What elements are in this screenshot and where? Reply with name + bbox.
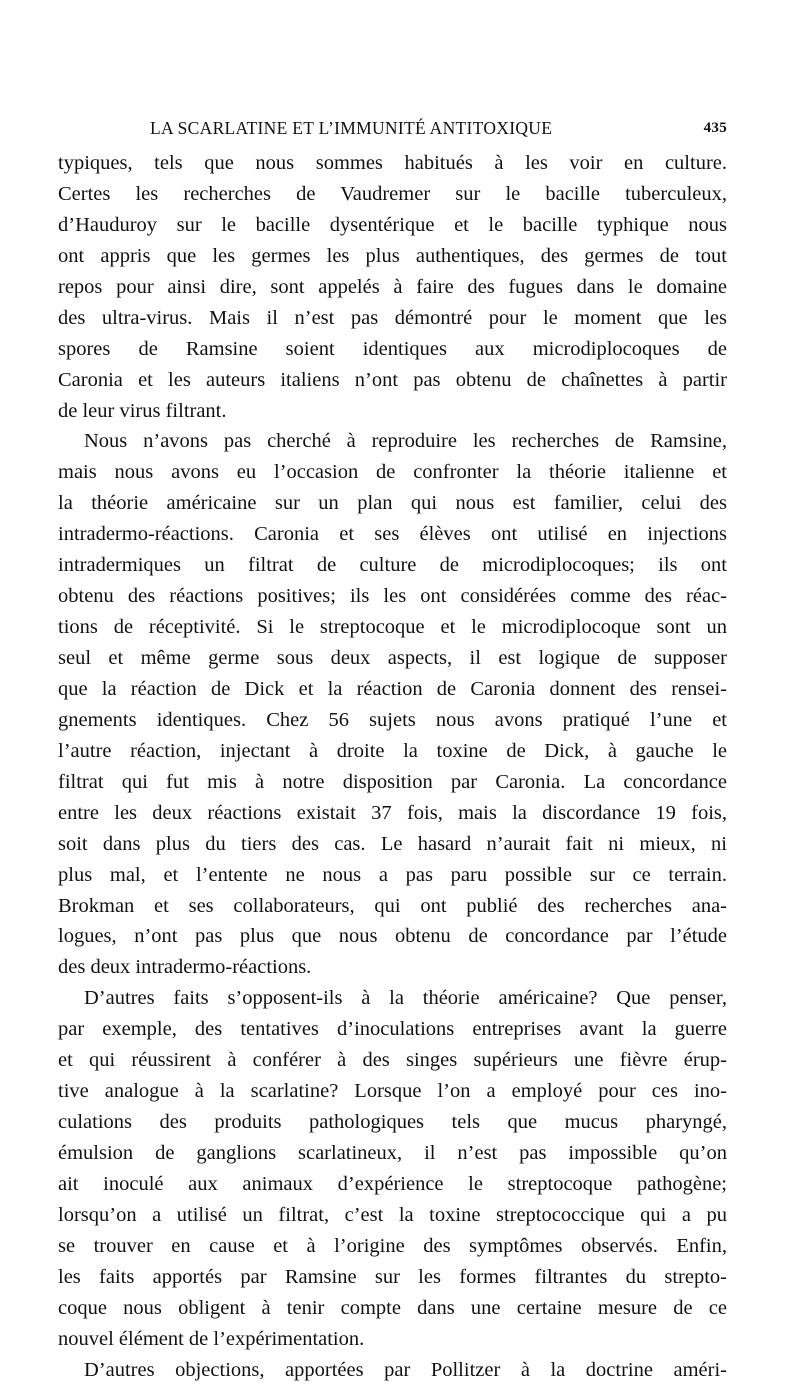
text-line: culations des produits pathologiques tels que mucus pharyngé,	[58, 1111, 727, 1134]
text-line: les faits apportés par Ramsine sur les formes filtrantes du strepto-	[58, 1265, 727, 1288]
text-line: D’autres faits s’opposent-ils à la théorie américaine? Que penser,	[84, 987, 727, 1010]
text-line: entre les deux réactions existait 37 fois, mais la discordance 19 fois,	[58, 801, 727, 824]
body-text	[58, 148, 727, 1386]
text-line: que la réaction de Dick et la réaction de Caronia donnent des rensei-	[58, 677, 727, 700]
text-line: Nous n’avons pas cherché à reproduire les recherches de Ramsine,	[84, 430, 727, 453]
text-line: intradermiques un filtrat de culture de microdiplocoques; ils ont	[58, 554, 727, 577]
text-line: et qui réussirent à conférer à des singes supérieurs une fièvre érup-	[58, 1049, 727, 1072]
text-line: des ultra-virus. Mais il n’est pas démontré pour le moment que les	[58, 306, 727, 329]
text-line: ont appris que les germes les plus authentiques, des germes de tout	[58, 244, 727, 267]
text-line: Caronia et les auteurs italiens n’ont pas obtenu de chaînettes à partir	[58, 368, 727, 391]
text-line: l’autre réaction, injectant à droite la toxine de Dick, à gauche le	[58, 739, 727, 762]
text-line: des deux intradermo-réactions.	[58, 956, 312, 979]
text-line: seul et même germe sous deux aspects, il est logique de supposer	[58, 647, 727, 669]
text-line: émulsion de ganglions scarlatineux, il n’est pas impossible qu’on	[58, 1142, 727, 1164]
text-line: lorsqu’on a utilisé un filtrat, c’est la toxine streptococcique qui a pu	[58, 1203, 727, 1226]
text-line: la théorie américaine sur un plan qui nous est familier, celui des	[58, 492, 727, 515]
text-line: repos pour ainsi dire, sont appelés à faire des fugues dans le domaine	[58, 275, 727, 298]
running-header	[58, 112, 727, 148]
text-line: D’autres objections, apportées par Pollitzer à la doctrine améri-	[84, 1358, 727, 1381]
text-line: se trouver en cause et à l’origine des symptômes observés. Enfin,	[58, 1234, 727, 1257]
text-line: soit dans plus du tiers des cas. Le hasard n’aurait fait ni mieux, ni	[58, 832, 727, 855]
text-line: logues, n’ont pas plus que nous obtenu de concordance par l’étude	[58, 925, 727, 948]
text-line: par exemple, des tentatives d’inoculations entreprises avant la guerre	[58, 1018, 727, 1041]
text-line: mais nous avons eu l’occasion de confronter la théorie italienne et	[58, 461, 727, 484]
book-page	[58, 112, 727, 1386]
text-line: intradermo-réactions. Caronia et ses élèves ont utilisé en injections	[58, 523, 727, 546]
text-line: Certes les recherches de Vaudremer sur le bacille tuberculeux,	[58, 182, 727, 205]
text-line: obtenu des réactions positives; ils les ont considérées comme des réac-	[58, 585, 727, 608]
text-line: tions de réceptivité. Si le streptocoque et le microdiplocoque sont un	[58, 616, 727, 639]
text-line: de leur virus filtrant.	[58, 399, 227, 422]
text-line: tive analogue à la scarlatine? Lorsque l’on a employé pour ces ino-	[58, 1080, 727, 1103]
text-line: gnements identiques. Chez 56 sujets nous avons pratiqué l’une et	[58, 708, 727, 731]
text-line: Brokman et ses collaborateurs, qui ont publié des recherches ana-	[58, 894, 727, 917]
text-line: filtrat qui fut mis à notre disposition par Caronia. La concordance	[58, 770, 727, 793]
text-line: typiques, tels que nous sommes habitués à les voir en culture.	[58, 152, 727, 174]
text-line: coque nous obligent à tenir compte dans une certaine mesure de ce	[58, 1296, 727, 1319]
text-line: d’Hauduroy sur le bacille dysentérique et le bacille typhique nous	[58, 213, 727, 236]
page-number: 435	[703, 120, 727, 136]
text-line: plus mal, et l’entente ne nous a pas paru possible sur ce terrain.	[58, 863, 727, 886]
text-line: spores de Ramsine soient identiques aux microdiplocoques de	[58, 337, 727, 360]
text-line: nouvel élément de l’expérimentation.	[58, 1327, 365, 1350]
running-title: LA SCARLATINE ET L’IMMUNITÉ ANTITOXIQUE	[150, 118, 553, 138]
text-line: ait inoculé aux animaux d’expérience le streptocoque pathogène;	[58, 1172, 727, 1195]
